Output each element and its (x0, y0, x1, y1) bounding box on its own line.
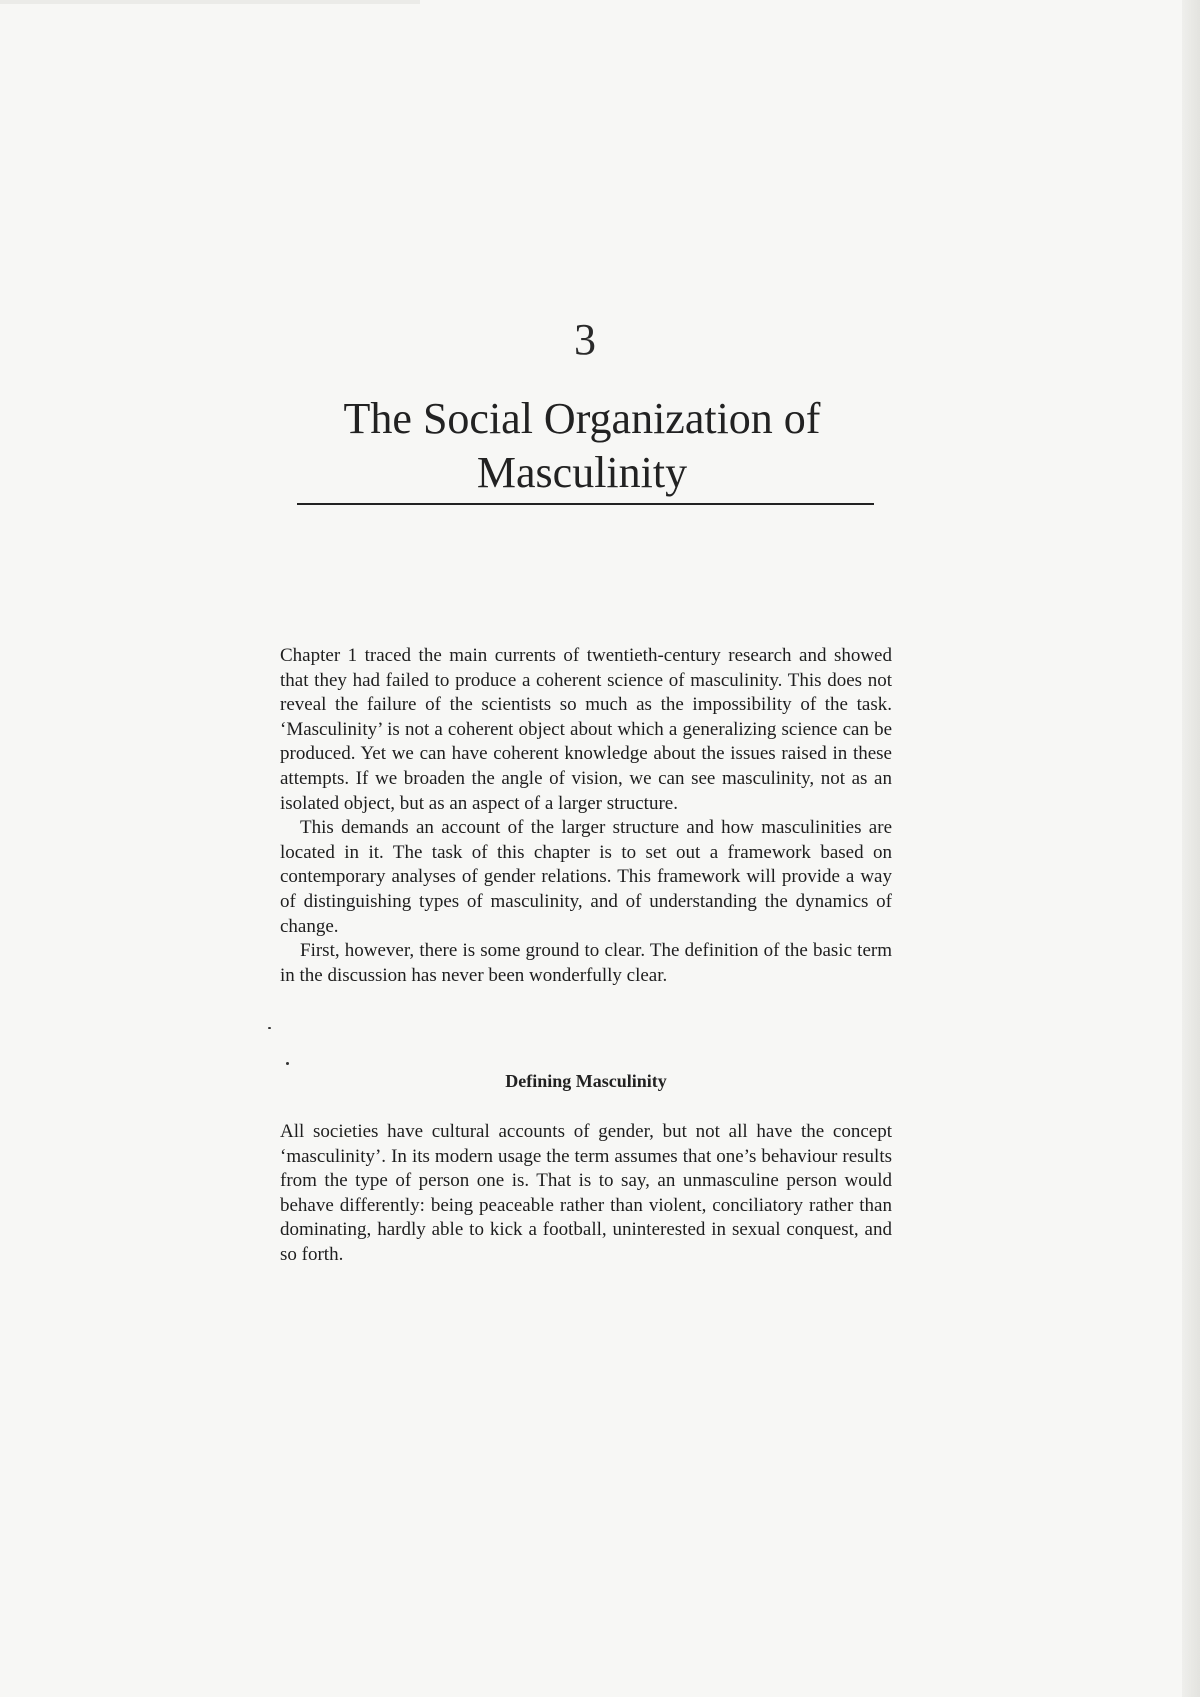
chapter-number: 3 (574, 315, 596, 364)
section-paragraph-1: All societies have cultural accounts of gender, but not all have the concept ‘masculinity’. In its modern usage the term assumes that one’s behaviour results from the type of person one is. That is to say, an unmasculine person would behave differently: being peaceable rather than violent, conciliatory rather than dominating, hardly able to kick a football, uninterested in sexual conquest, and so forth. (280, 1121, 892, 1265)
intro-paragraph-1: Chapter 1 traced the main currents of twentieth-century research and showed that they had failed to produce a coherent science of masculinity. This does not reveal the failure of the scientists so much as the impossibility of the task. ‘Masculinity’ is not a coherent object about which a generalizing science can be produced. Yet we can have coherent knowledge about the issues raised in these attempts. If we broaden the angle of vision, we can see masculinity, not as an isolated object, but as an aspect of a larger structure. (280, 645, 892, 814)
intro-paragraph-3: First, however, there is some ground to clear. The definition of the basic term in the discussion has never been wonderfully clear. (280, 940, 892, 986)
chapter-title (290, 392, 874, 500)
chapter-title-line-1: The Social Organization of (343, 394, 821, 443)
chapter-title-line-2: Masculinity (476, 448, 688, 497)
section-text (280, 1120, 892, 1268)
scan-page-edge (1182, 0, 1200, 1697)
scan-speck (268, 1027, 271, 1029)
intro-text (280, 644, 892, 988)
section-heading: Defining Masculinity (505, 1071, 667, 1091)
intro-paragraph-2: This demands an account of the larger structure and how masculinities are located in it. The task of this chapter is to set out a framework based on contemporary analyses of gender relations. This framework will provide a way of distinguishing types of masculinity, and of understanding the dynamics of change. (280, 817, 892, 937)
scan-speck (286, 1062, 289, 1065)
scan-top-smudge (0, 0, 420, 4)
title-underline (297, 503, 874, 505)
